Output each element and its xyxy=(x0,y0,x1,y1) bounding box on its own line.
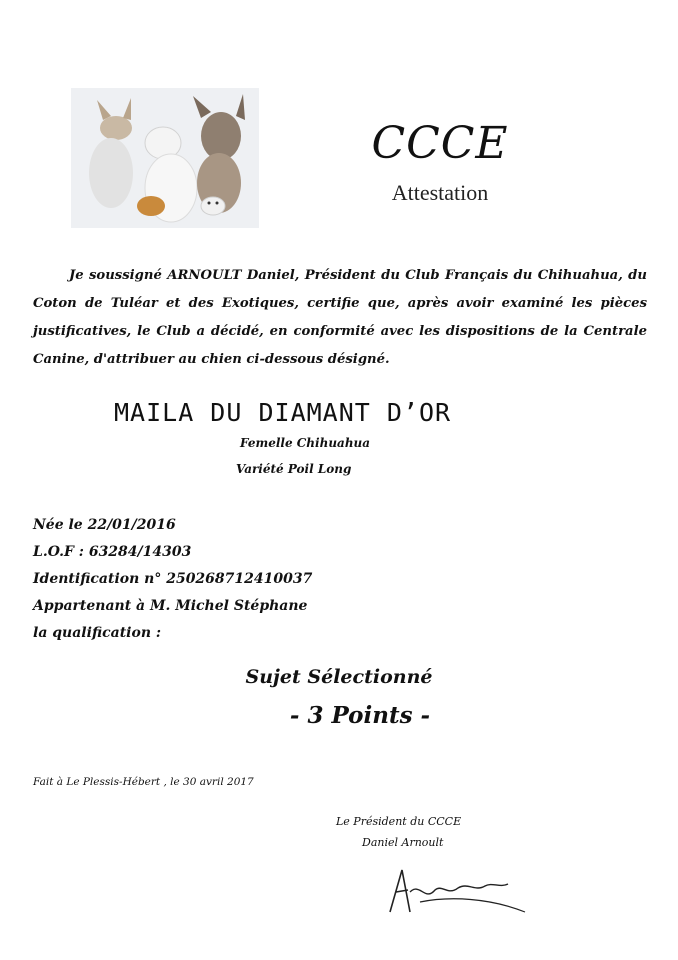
signatory-name: Daniel Arnoult xyxy=(362,836,444,849)
qualification-title: Sujet Sélectionné xyxy=(245,666,433,688)
dogs-illustration xyxy=(71,88,259,228)
dogs-illustration-drawing xyxy=(71,88,259,228)
qualification-label: la qualification : xyxy=(33,625,162,641)
owner: Appartenant à M. Michel Stéphane xyxy=(33,598,308,614)
signatory-title: Le Président du CCCE xyxy=(336,815,462,828)
dog-sex-breed: Femelle Chihuahua xyxy=(240,436,371,450)
club-acronym-title: CCCE xyxy=(371,118,509,169)
dog-variety: Variété Poil Long xyxy=(236,462,352,476)
document-subtitle: Attestation xyxy=(391,180,489,205)
place-and-date: Fait à Le Plessis-Hébert , le 30 avril 2017 xyxy=(33,776,254,788)
identification-number: Identification n° 250268712410037 xyxy=(33,571,313,587)
certification-paragraph: Je soussigné ARNOULT Daniel, Président du Club Français du Chihuahua, du Coton de Tuléar et des Exotiques, certifie que, après avoir examiné les pièces justificatives, le Club a décidé, en conformité avec les dispositions de la Centrale Canine, d'attribuer au chien ci-dessous désigné. xyxy=(33,268,647,367)
qualification-points: - 3 Points - xyxy=(289,702,431,729)
lof-number: L.O.F : 63284/14303 xyxy=(33,544,192,560)
handwritten-signature xyxy=(380,862,530,922)
dog-details xyxy=(33,512,312,647)
dog-name: MAILA DU DIAMANT D’OR xyxy=(114,398,452,427)
birth-date: Née le 22/01/2016 xyxy=(33,517,176,533)
